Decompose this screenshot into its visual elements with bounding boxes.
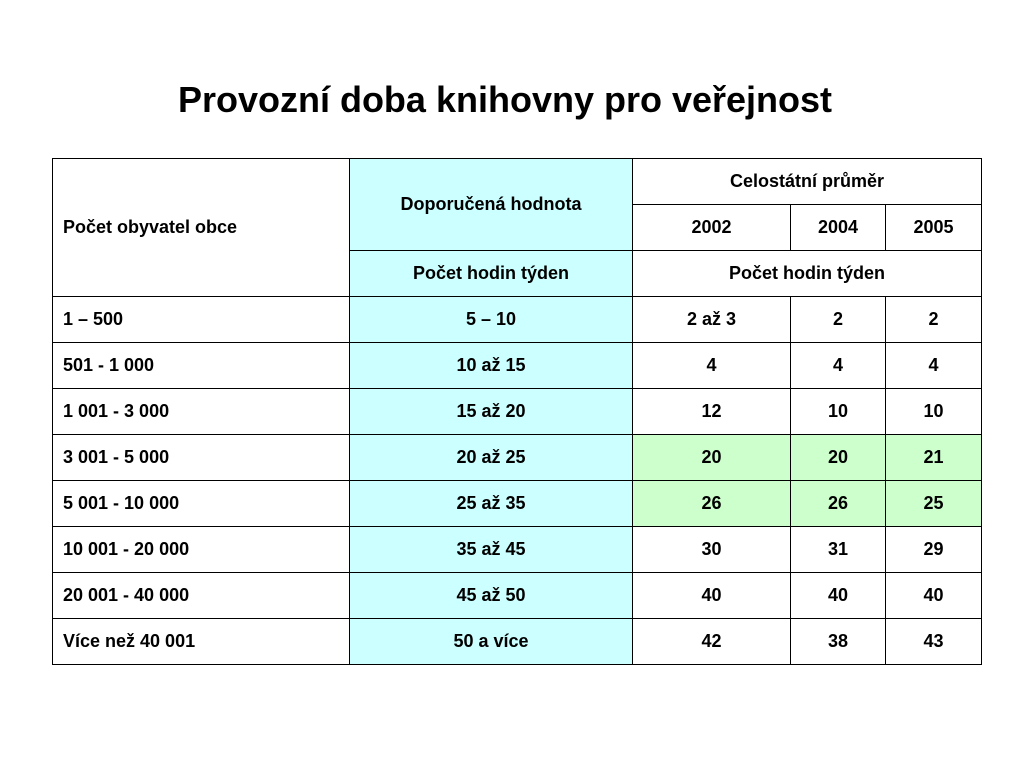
avg-2002-cell: 12 (633, 389, 791, 435)
recommended-cell: 20 až 25 (350, 435, 633, 481)
population-cell: 3 001 - 5 000 (53, 435, 350, 481)
header-average-unit: Počet hodin týden (633, 251, 982, 297)
avg-2005-cell: 21 (886, 435, 982, 481)
table-row (53, 389, 982, 435)
table-row (53, 619, 982, 665)
avg-2002-cell: 30 (633, 527, 791, 573)
header-year-2005: 2005 (886, 205, 982, 251)
recommended-cell: 10 až 15 (350, 343, 633, 389)
population-cell: 20 001 - 40 000 (53, 573, 350, 619)
avg-2002-cell: 4 (633, 343, 791, 389)
avg-2004-cell: 4 (791, 343, 886, 389)
avg-2005-cell: 43 (886, 619, 982, 665)
header-national-average: Celostátní průměr (633, 159, 982, 205)
header-recommended: Doporučená hodnota (350, 159, 633, 251)
slide-title: Provozní doba knihovny pro veřejnost (177, 79, 833, 120)
avg-2004-cell: 26 (791, 481, 886, 527)
header-year-2002: 2002 (633, 205, 791, 251)
header-recommended-unit: Počet hodin týden (350, 251, 633, 297)
table-row (53, 435, 982, 481)
recommended-cell: 25 až 35 (350, 481, 633, 527)
header-row-1 (53, 159, 982, 205)
table-row (53, 527, 982, 573)
avg-2002-cell: 26 (633, 481, 791, 527)
header-year-2004: 2004 (791, 205, 886, 251)
recommended-cell: 15 až 20 (350, 389, 633, 435)
avg-2005-cell: 29 (886, 527, 982, 573)
avg-2004-cell: 2 (791, 297, 886, 343)
population-cell: Více než 40 001 (53, 619, 350, 665)
avg-2004-cell: 10 (791, 389, 886, 435)
population-cell: 501 - 1 000 (53, 343, 350, 389)
avg-2005-cell: 40 (886, 573, 982, 619)
recommended-cell: 50 a více (350, 619, 633, 665)
population-cell: 5 001 - 10 000 (53, 481, 350, 527)
header-population: Počet obyvatel obce (53, 159, 350, 297)
population-cell: 1 001 - 3 000 (53, 389, 350, 435)
avg-2004-cell: 20 (791, 435, 886, 481)
table-row (53, 343, 982, 389)
table-row (53, 481, 982, 527)
avg-2005-cell: 4 (886, 343, 982, 389)
table-row (53, 297, 982, 343)
population-cell: 1 – 500 (53, 297, 350, 343)
avg-2005-cell: 2 (886, 297, 982, 343)
avg-2002-cell: 42 (633, 619, 791, 665)
opening-hours-table (52, 158, 982, 665)
avg-2004-cell: 31 (791, 527, 886, 573)
avg-2005-cell: 10 (886, 389, 982, 435)
avg-2005-cell: 25 (886, 481, 982, 527)
table-row (53, 573, 982, 619)
recommended-cell: 5 – 10 (350, 297, 633, 343)
recommended-cell: 35 až 45 (350, 527, 633, 573)
recommended-cell: 45 až 50 (350, 573, 633, 619)
avg-2002-cell: 20 (633, 435, 791, 481)
avg-2002-cell: 2 až 3 (633, 297, 791, 343)
avg-2004-cell: 40 (791, 573, 886, 619)
avg-2002-cell: 40 (633, 573, 791, 619)
avg-2004-cell: 38 (791, 619, 886, 665)
population-cell: 10 001 - 20 000 (53, 527, 350, 573)
